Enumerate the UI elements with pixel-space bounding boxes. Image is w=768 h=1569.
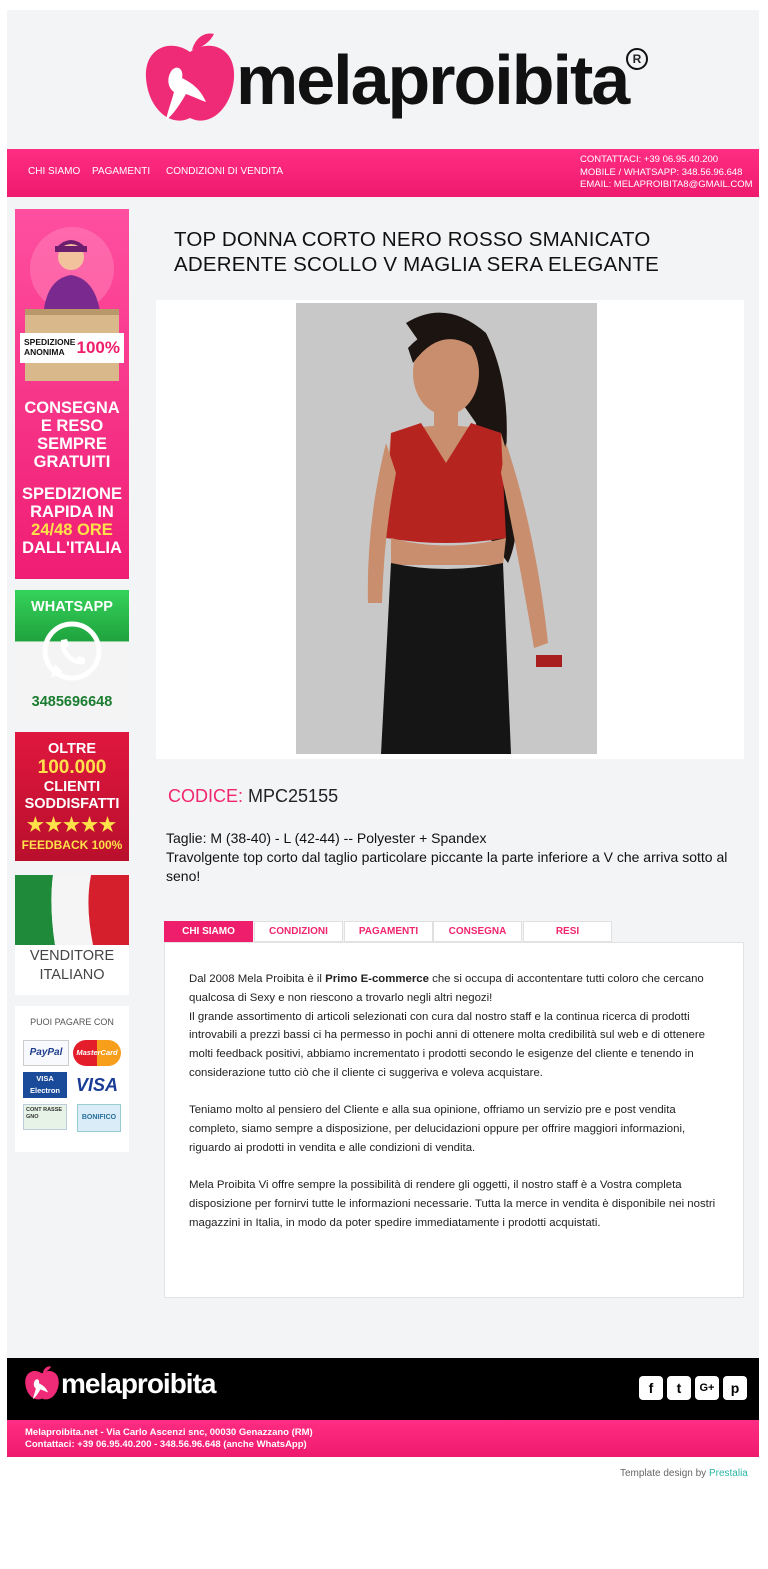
fast-shipping-text <box>15 485 129 557</box>
happy-clients-banner <box>15 732 129 861</box>
product-desc-text: Travolgente top corto dal taglio particolare piccante la parte inferiore a V che arriva sotto al seno! <box>166 849 728 884</box>
page <box>7 10 759 1457</box>
clients-lines <box>15 779 129 813</box>
cash-on-delivery-icon: CONT RASSE GNO <box>23 1104 67 1130</box>
free-line-4: GRATUITI <box>33 453 111 471</box>
about-paragraph-3: Mela Proibita Vi offre sempre la possibilità di rendere gli oggetti, il nostro staff è a Vostra completa disposizione per fornirvi tutte le informazioni necessarie. Tutta la merce in vendita è disponibile nei nostri magazzini in Italia, in modo da poter spedire immediatamente i prodotti acquistati. <box>189 1179 716 1229</box>
seller-text <box>15 947 129 985</box>
visa-icon: VISA <box>75 1075 118 1095</box>
whatsapp-icon <box>39 620 105 686</box>
clients-top: OLTRE <box>47 741 97 757</box>
footer-info-bar <box>7 1420 759 1457</box>
seller-line-1: VENDITORE <box>29 948 115 964</box>
product-description <box>166 829 746 886</box>
rating-stars-icon: ★★★★★ <box>26 815 118 836</box>
payment-methods-box <box>15 1006 129 1152</box>
tag-percent: 100% <box>76 338 120 357</box>
fast-line-1: SPEDIZIONE <box>22 485 122 503</box>
code-label: CODICE: <box>168 786 244 806</box>
tag-line-1: SPEDIZIONE <box>24 337 76 347</box>
whatsapp-banner[interactable] <box>15 590 129 717</box>
logo-wordmark: melaproibita <box>236 41 629 119</box>
product-photo[interactable] <box>296 303 597 754</box>
nav-condizioni-di-vendita[interactable]: CONDIZIONI DI VENDITA <box>166 166 284 177</box>
about-p1-bold: Primo E-commerce <box>325 973 429 985</box>
site-footer <box>7 1358 759 1420</box>
twitter-icon[interactable]: t <box>667 1376 691 1400</box>
italian-seller-banner <box>15 875 129 995</box>
footer-address: Melaproibita.net - Via Carlo Ascenzi snc, 00030 Genazzano (RM) <box>25 1427 313 1438</box>
visa-electron-icon: VISA Electron <box>23 1072 67 1098</box>
free-returns-text <box>15 399 129 471</box>
whatsapp-number: 3485696648 <box>31 694 113 710</box>
about-p1-b: che si occupa di accontentare tutti coloro che cercano qualcosa di Sexy e non riescono a trovarlo negli altri negozi! <box>189 973 704 1004</box>
footer-apple-logo-icon <box>23 1364 61 1404</box>
pinterest-icon[interactable]: p <box>723 1376 747 1400</box>
shipping-banner[interactable] <box>15 209 129 579</box>
footer-logo-text[interactable]: melaproibita <box>61 1368 216 1399</box>
nav-pagamenti[interactable]: PAGAMENTI <box>92 166 151 177</box>
contact-phone[interactable]: CONTATTACI: +39 06.95.40.200 <box>580 154 719 165</box>
about-p1-c: Il grande assortimento di articoli selezionati con cura dal nostro staff e la continua ricerca di prodotti introvabili a prezzi bassi ci ha permesso in pochi anni di ottenere molta credibilità sul web e di ottenere molti feedback positivi, abbiamo incrementato i prodotti secondo le esigenze del cliente e tenendo in considerazione tutto ciò che il cliente ci suggeriva e voleva acquistare. <box>189 1010 706 1079</box>
main-nav <box>7 149 759 197</box>
mastercard-icon: MasterCard <box>73 1040 121 1066</box>
feedback-text: FEEDBACK 100% <box>21 838 123 852</box>
nav-chi-siamo[interactable]: CHI SIAMO <box>28 166 81 177</box>
about-p1-a: Dal 2008 Mela Proibita è il <box>189 973 326 985</box>
free-line-2: E RESO <box>40 417 104 435</box>
seller-line-2: ITALIANO <box>39 967 105 983</box>
free-line-3: SEMPRE <box>37 435 107 453</box>
clients-line-1: CLIENTI <box>43 779 101 795</box>
clients-line-2: SODDISFATTI <box>24 796 120 812</box>
about-paragraph-1 <box>189 970 724 1083</box>
paypal-icon: PayPal <box>23 1040 69 1066</box>
code-value: MPC25155 <box>248 786 339 806</box>
whatsapp-title: WHATSAPP <box>31 599 113 615</box>
header-contacts <box>580 154 753 192</box>
about-paragraph-2: Teniamo molto al pensiero del Cliente e alla sua opinione, offriamo un servizio pre e post vendita completo, siamo sempre a disposizione, per delucidazioni oppure per offrire maggiori informazioni, riguardo ai prodotti in vendita e alle condizioni di vendita. <box>189 1104 686 1154</box>
product-image-box <box>156 300 744 759</box>
fast-origin: DALL'ITALIA <box>22 539 122 557</box>
product-title: TOP DONNA CORTO NERO ROSSO SMANICATO ADERENTE SCOLLO V MAGLIA SERA ELEGANTE <box>174 228 659 276</box>
credit-prefix: Template design by <box>620 1468 709 1479</box>
google-plus-icon[interactable]: G+ <box>695 1376 719 1400</box>
tab-consegna[interactable]: CONSEGNA <box>433 921 522 942</box>
tab-resi[interactable]: RESI <box>523 921 612 942</box>
clients-count: 100.000 <box>37 757 107 778</box>
apple-logo-icon <box>140 30 240 130</box>
product-code <box>168 786 338 807</box>
credit-link[interactable]: Prestalia <box>708 1468 748 1479</box>
registered-mark: R <box>626 48 648 70</box>
tab-pagamenti[interactable]: PAGAMENTI <box>344 921 433 942</box>
tab-panel-chi-siamo <box>164 942 744 1298</box>
site-logo[interactable] <box>140 22 650 134</box>
contact-whatsapp[interactable]: MOBILE / WHATSAPP: 348.56.96.648 <box>580 166 743 178</box>
tag-line-2: ANONIMA <box>24 347 65 357</box>
product-sizes: Taglie: M (38-40) - L (42-44) -- Polyester + Spandex <box>166 830 487 846</box>
fast-hours: 24/48 ORE <box>31 521 113 539</box>
anonymous-shipping-tag <box>20 333 124 363</box>
facebook-icon[interactable]: f <box>639 1376 663 1400</box>
model-photo-icon <box>296 303 597 754</box>
free-line-1: CONSEGNA <box>24 399 120 417</box>
bank-transfer-icon: BONIFICO <box>77 1104 121 1132</box>
fast-line-2: RAPIDA IN <box>30 503 114 521</box>
tab-chi-siamo[interactable]: CHI SIAMO <box>164 921 253 942</box>
site-header <box>7 10 759 149</box>
tab-condizioni[interactable]: CONDIZIONI <box>254 921 343 942</box>
pay-title: PUOI PAGARE CON <box>30 1017 114 1027</box>
contact-email[interactable]: EMAIL: MELAPROIBITA8@GMAIL.COM <box>580 179 753 190</box>
template-credit <box>620 1468 748 1479</box>
italian-flag-icon <box>15 875 129 945</box>
footer-contacts: Contattaci: +39 06.95.40.200 - 348.56.96.648 (anche WhatsApp) <box>25 1439 307 1450</box>
